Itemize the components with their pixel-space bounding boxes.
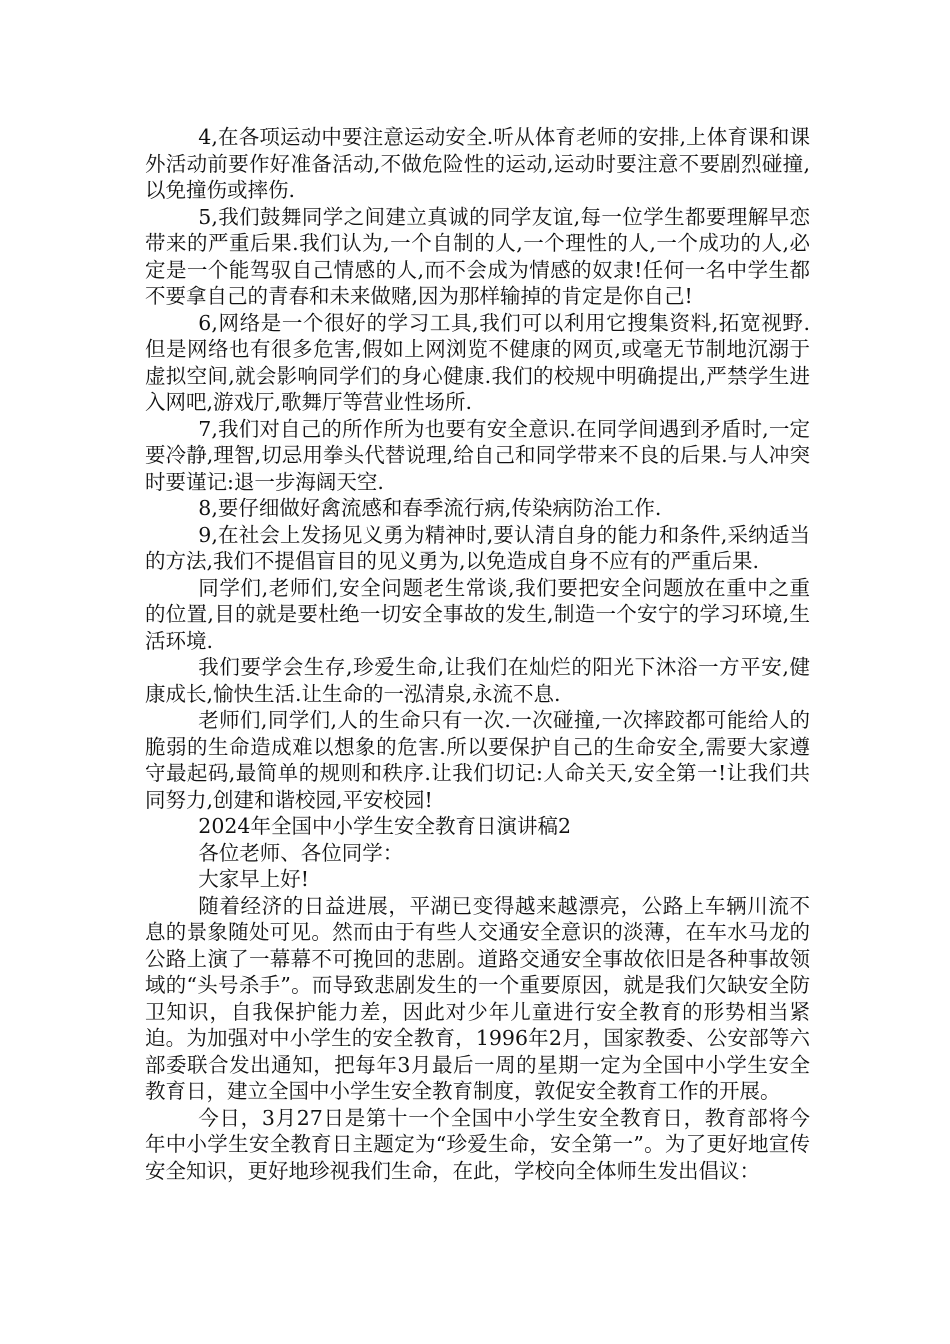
salutation: 各位老师、各位同学： bbox=[198, 840, 404, 865]
paragraph-item-4: 4,在各项运动中要注意运动安全.听从体育老师的安排,上体育课和课外活动前要作好准备活动,不做危险性的运动,运动时要注意不要剧烈碰撞,以免撞伤或摔伤. bbox=[145, 125, 810, 202]
paragraph-safety-day: 今日，3月27日是第十一个全国中小学生安全教育日，教育部将今年中小学生安全教育日主题定为“珍爱生命，安全第一”。为了更好地宣传安全知识，更好地珍视我们生命，在此，学校向全体师生发出倡议： bbox=[145, 1105, 810, 1183]
paragraph-item-9: 9,在社会上发扬见义勇为精神时,要认清自身的能力和条件,采纳适当的方法,我们不提倡盲目的见义勇为,以免造成自身不应有的严重后果. bbox=[145, 522, 810, 573]
paragraph-cherish-life: 我们要学会生存,珍爱生命,让我们在灿烂的阳光下沐浴一方平安,健康成长,愉快生活.让生命的一泓清泉,永流不息. bbox=[145, 655, 810, 706]
paragraph-closing: 老师们,同学们,人的生命只有一次.一次碰撞,一次摔跤都可能给人的脆弱的生命造成难以想象的危害.所以要保护自己的生命安全,需要大家遵守最起码,最简单的规则和秩序.让我们切记:人命关天,安全第一!让我们共同努力,创建和谐校园,平安校园! bbox=[145, 708, 810, 812]
document-body bbox=[145, 124, 810, 1184]
paragraph-item-5: 5,我们鼓舞同学之间建立真诚的同学友谊,每一位学生都要理解早恋带来的严重后果.我们认为,一个自制的人,一个理性的人,一个成功的人,必定是一个能驾驭自己情感的人,而不会成为情感的奴隶!任何一名中学生都不要拿自己的青春和未来做赌,因为那样输掉的肯定是你自己! bbox=[145, 204, 810, 308]
paragraph-item-7: 7,我们对自己的所作所为也要有安全意识.在同学间遇到矛盾时,一定要冷静,理智,切忌用拳头代替说理,给自己和同学带来不良的后果.与人冲突时要谨记:退一步海阔天空. bbox=[145, 416, 810, 494]
paragraph-traffic-safety: 随着经济的日益进展，平湖已变得越来越漂亮，公路上车辆川流不息的景象随处可见。然而由于有些人交通安全意识的淡薄，在车水马龙的公路上演了一幕幕不可挽回的悲剧。道路交通安全事故依旧是各种事故领域的“头号杀手”。而导致悲剧发生的一个重要原因，就是我们欠缺安全防卫知识，自我保护能力差，因此对少年儿童进行安全教育的形势相当紧迫。为加强对中小学生的安全教育，1996年2月，国家教委、公安部等六部委联合发出通知，把每年3月最后一周的星期一定为全国中小学生安全教育日，建立全国中小学生安全教育制度，敦促安全教育工作的开展。 bbox=[145, 893, 810, 1103]
section-title: 2024年全国中小学生安全教育日演讲稿2 bbox=[198, 814, 572, 838]
paragraph-item-6: 6,网络是一个很好的学习工具,我们可以利用它搜集资料,拓宽视野.但是网络也有很多危害,假如上网浏览不健康的网页,或毫无节制地沉溺于虚拟空间,就会影响同学们的身心健康.我们的校规中明确提出,严禁学生进入网吧,游戏厅,歌舞厅等营业性场所. bbox=[145, 310, 810, 414]
greeting: 大家早上好! bbox=[198, 867, 310, 891]
paragraph-safety-focus: 同学们,老师们,安全问题老生常谈,我们要把安全问题放在重中之重的位置,目的就是要杜绝一切安全事故的发生,制造一个安宁的学习环境,生活环境. bbox=[145, 575, 810, 653]
paragraph-item-8: 8,要仔细做好禽流感和春季流行病,传染病防治工作. bbox=[198, 496, 662, 520]
